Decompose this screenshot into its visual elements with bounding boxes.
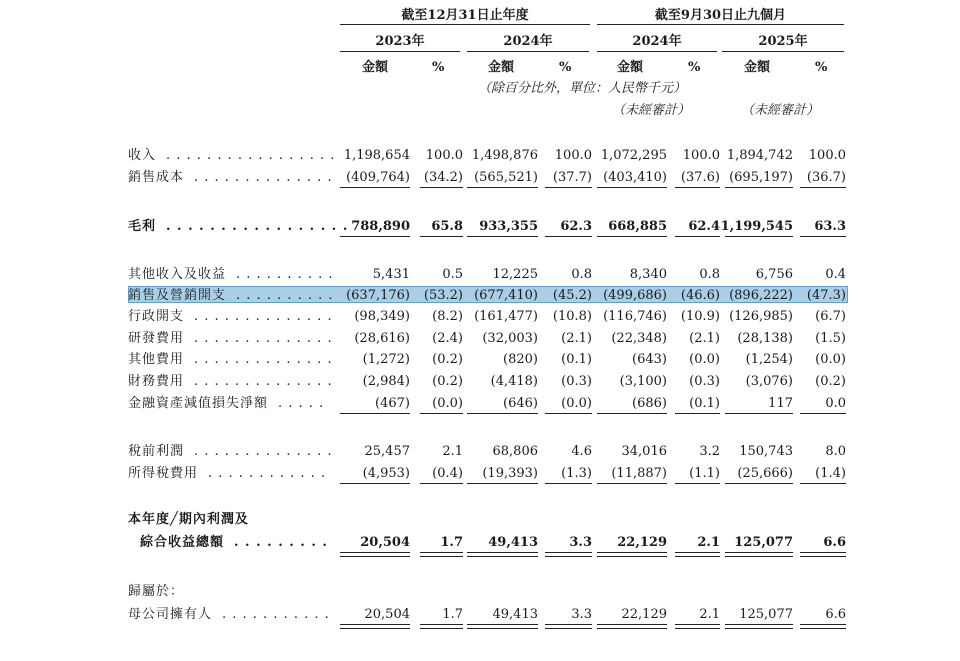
- percent-cell: (10.8): [552, 309, 592, 324]
- pct-header: %: [688, 60, 701, 75]
- percent-cell: (8.2): [432, 309, 463, 324]
- percent-cell: 3.3: [571, 607, 592, 622]
- subtotal-rule: [467, 413, 538, 414]
- leader-dots: . . . . . . . . . . . . . .: [194, 374, 333, 389]
- percent-cell: 6.6: [823, 535, 846, 550]
- row-label: 其他收入及收益: [128, 267, 227, 282]
- row-label: 綜合收益總額: [140, 535, 225, 550]
- amount-cell: (3,100): [619, 374, 667, 389]
- total-double-rule: [725, 552, 793, 557]
- percent-cell: (0.1): [561, 352, 592, 367]
- header-group-annual: 截至12月31日止年度: [401, 8, 529, 23]
- row-label: 銷售成本: [128, 170, 185, 185]
- amount-cell: 117: [768, 396, 793, 411]
- amount-cell: (565,521): [474, 170, 538, 185]
- amount-cell: 1,072,295: [600, 148, 667, 163]
- amount-cell: (98,349): [354, 309, 410, 324]
- percent-cell: (0.0): [561, 396, 592, 411]
- subtotal-rule: [420, 483, 463, 484]
- subtotal-rule: [467, 236, 538, 237]
- header-rule: [597, 24, 844, 25]
- amount-cell: 1,198,654: [343, 148, 410, 163]
- total-double-rule: [675, 624, 720, 629]
- amount-cell: (686): [632, 396, 667, 411]
- percent-cell: (1.3): [561, 466, 592, 481]
- amount-cell: (820): [503, 352, 538, 367]
- percent-cell: (0.2): [815, 374, 846, 389]
- percent-cell: 0.5: [442, 267, 463, 282]
- total-double-rule: [467, 552, 538, 557]
- amount-header: 金額: [617, 60, 644, 75]
- pct-header: %: [559, 60, 572, 75]
- amount-cell: 788,890: [351, 219, 410, 234]
- row-label: 所得稅費用: [128, 466, 199, 481]
- percent-cell: 62.3: [560, 219, 592, 234]
- subtotal-rule: [725, 236, 793, 237]
- subtotal-rule: [545, 187, 592, 188]
- percent-cell: (34.2): [423, 170, 463, 185]
- percent-cell: (1.4): [815, 466, 846, 481]
- total-double-rule: [800, 624, 846, 629]
- amount-cell: (28,138): [737, 331, 793, 346]
- amount-cell: (643): [632, 352, 667, 367]
- amount-cell: 68,806: [492, 444, 538, 459]
- leader-dots: . . . . . . . . . .: [236, 288, 334, 303]
- row-label: 母公司擁有人: [128, 607, 213, 622]
- amount-cell: (32,003): [482, 331, 538, 346]
- amount-cell: 8,340: [629, 267, 667, 282]
- subtotal-rule: [675, 236, 720, 237]
- row-label: 金融資產減值損失淨額: [128, 396, 269, 411]
- amount-header: 金額: [362, 60, 389, 75]
- row-label: 研發費用: [128, 331, 185, 346]
- percent-cell: (0.3): [689, 374, 720, 389]
- percent-cell: 100.0: [425, 148, 463, 163]
- percent-cell: (10.9): [680, 309, 720, 324]
- percent-cell: (36.7): [806, 170, 846, 185]
- total-double-rule: [597, 552, 667, 557]
- amount-cell: (126,985): [729, 309, 793, 324]
- percent-cell: 2.1: [442, 444, 463, 459]
- percent-cell: (0.2): [432, 374, 463, 389]
- year-header: 2025年: [758, 34, 808, 49]
- percent-cell: (46.6): [680, 288, 720, 303]
- amount-cell: (467): [375, 396, 410, 411]
- amount-cell: 668,885: [608, 219, 667, 234]
- net-profit-label-line1: 本年度╱期內利潤及: [128, 512, 249, 527]
- percent-cell: (53.2): [423, 288, 463, 303]
- percent-cell: 2.1: [697, 535, 720, 550]
- leader-dots: . . . . . . . . . . . . . . . . .: [166, 219, 349, 234]
- leader-dots: . . . . . . . . . . . . . .: [194, 352, 333, 367]
- year-rule: [722, 51, 844, 52]
- amount-cell: 34,016: [621, 444, 667, 459]
- percent-cell: (45.2): [552, 288, 592, 303]
- subtotal-rule: [467, 483, 538, 484]
- percent-cell: 0.4: [825, 267, 846, 282]
- leader-dots: . . . . . . . . . . . . . .: [194, 170, 333, 185]
- leader-dots: . . . . .: [278, 396, 325, 411]
- subtotal-rule: [675, 413, 720, 414]
- amount-cell: 25,457: [364, 444, 410, 459]
- amount-cell: (695,197): [729, 170, 793, 185]
- year-header: 2024年: [632, 34, 682, 49]
- percent-cell: 2.1: [699, 607, 720, 622]
- amount-cell: (409,764): [346, 170, 410, 185]
- total-double-rule: [420, 552, 463, 557]
- subtotal-rule: [675, 483, 720, 484]
- percent-cell: 100.0: [554, 148, 592, 163]
- subtotal-rule: [725, 483, 793, 484]
- amount-cell: 22,129: [621, 607, 667, 622]
- subtotal-rule: [467, 187, 538, 188]
- total-double-rule: [800, 552, 846, 557]
- amount-cell: (896,222): [729, 288, 793, 303]
- amount-cell: (116,746): [603, 309, 667, 324]
- row-label: 收入: [128, 148, 157, 163]
- row-label: 毛利: [128, 219, 157, 234]
- amount-cell: (1,254): [745, 352, 793, 367]
- amount-cell: (161,477): [474, 309, 538, 324]
- header-rule: [340, 24, 590, 25]
- percent-cell: (0.1): [689, 396, 720, 411]
- amount-cell: (4,418): [490, 374, 538, 389]
- total-double-rule: [725, 624, 793, 629]
- percent-cell: 0.8: [571, 267, 592, 282]
- subtotal-rule: [597, 236, 667, 237]
- amount-cell: (22,348): [611, 331, 667, 346]
- percent-cell: 65.8: [431, 219, 463, 234]
- subtotal-rule: [340, 187, 410, 188]
- percent-cell: 4.6: [571, 444, 592, 459]
- subtotal-rule: [597, 483, 667, 484]
- amount-cell: 20,504: [364, 607, 410, 622]
- subtotal-rule: [800, 413, 846, 414]
- subtotal-rule: [800, 483, 846, 484]
- subtotal-rule: [597, 187, 667, 188]
- percent-cell: 100.0: [682, 148, 720, 163]
- year-header: 2024年: [503, 34, 553, 49]
- percent-cell: (0.2): [432, 352, 463, 367]
- total-double-rule: [340, 624, 410, 629]
- amount-cell: (4,953): [362, 466, 410, 481]
- leader-dots: . . . . . . . . . . . .: [208, 466, 327, 481]
- subtotal-rule: [725, 187, 793, 188]
- amount-cell: 125,077: [734, 535, 793, 550]
- amount-cell: 125,077: [739, 607, 793, 622]
- subtotal-rule: [800, 187, 846, 188]
- amount-cell: (677,410): [474, 288, 538, 303]
- amount-cell: (2,984): [362, 374, 410, 389]
- pct-header: %: [815, 60, 828, 75]
- percent-cell: (2.4): [432, 331, 463, 346]
- subtotal-rule: [340, 413, 410, 414]
- amount-cell: 49,413: [492, 607, 538, 622]
- percent-cell: (0.4): [432, 466, 463, 481]
- year-header: 2023年: [375, 34, 425, 49]
- amount-cell: 933,355: [479, 219, 538, 234]
- total-double-rule: [545, 552, 592, 557]
- amount-cell: 1,894,742: [726, 148, 793, 163]
- amount-cell: (19,393): [482, 466, 538, 481]
- percent-cell: 8.0: [825, 444, 846, 459]
- unit-note: （除百分比外，單位：人民幣千元）: [478, 81, 687, 96]
- percent-cell: (47.3): [806, 288, 846, 303]
- amount-cell: (499,686): [603, 288, 667, 303]
- amount-cell: 1,498,876: [471, 148, 538, 163]
- leader-dots: . . . . . . . . . . .: [222, 607, 330, 622]
- amount-cell: (25,666): [737, 466, 793, 481]
- pct-header: %: [432, 60, 445, 75]
- leader-dots: . . . . . . . . . .: [236, 267, 334, 282]
- amount-cell: (1,272): [362, 352, 410, 367]
- subtotal-rule: [545, 413, 592, 414]
- leader-dots: . . . . . . . . . . . . . .: [194, 309, 333, 324]
- amount-cell: 5,431: [372, 267, 410, 282]
- total-double-rule: [467, 624, 538, 629]
- amount-cell: 22,129: [617, 535, 667, 550]
- percent-cell: (1.1): [689, 466, 720, 481]
- amount-header: 金額: [488, 60, 515, 75]
- percent-cell: 6.6: [825, 607, 846, 622]
- percent-cell: 1.7: [440, 535, 463, 550]
- leader-dots: . . . . . . . . . . . . . . . . .: [166, 148, 336, 163]
- leader-dots: . . . . . . . . . . . . . .: [194, 331, 333, 346]
- percent-cell: 62.4: [688, 219, 720, 234]
- percent-cell: 1.7: [442, 607, 463, 622]
- percent-cell: (1.5): [815, 331, 846, 346]
- leader-dots: . . . . . . . . .: [234, 535, 328, 550]
- total-double-rule: [420, 624, 463, 629]
- year-rule: [340, 51, 460, 52]
- percent-cell: (6.7): [815, 309, 846, 324]
- subtotal-rule: [340, 236, 410, 237]
- percent-cell: (37.7): [552, 170, 592, 185]
- percent-cell: (0.0): [815, 352, 846, 367]
- amount-cell: 12,225: [492, 267, 538, 282]
- total-double-rule: [597, 624, 667, 629]
- subtotal-rule: [420, 236, 463, 237]
- subtotal-rule: [545, 236, 592, 237]
- amount-cell: (637,176): [346, 288, 410, 303]
- subtotal-rule: [725, 413, 793, 414]
- amount-cell: 49,413: [488, 535, 538, 550]
- amount-cell: (646): [503, 396, 538, 411]
- percent-cell: (0.3): [561, 374, 592, 389]
- amount-cell: 6,756: [755, 267, 793, 282]
- unaudited-note: （未經審計）: [741, 103, 820, 118]
- percent-cell: (2.1): [689, 331, 720, 346]
- amount-cell: (28,616): [354, 331, 410, 346]
- attributable-label: 歸屬於：: [128, 584, 185, 599]
- subtotal-rule: [420, 413, 463, 414]
- amount-cell: 150,743: [739, 444, 793, 459]
- subtotal-rule: [340, 483, 410, 484]
- percent-cell: (37.6): [680, 170, 720, 185]
- row-label: 稅前利潤: [128, 444, 185, 459]
- subtotal-rule: [597, 413, 667, 414]
- percent-cell: 100.0: [808, 148, 846, 163]
- amount-cell: 20,504: [360, 535, 410, 550]
- percent-cell: 0.0: [825, 396, 846, 411]
- unaudited-note: （未經審計）: [612, 103, 691, 118]
- amount-cell: (3,076): [745, 374, 793, 389]
- percent-cell: 0.8: [699, 267, 720, 282]
- leader-dots: . . . . . . . . . . . . . .: [194, 444, 333, 459]
- subtotal-rule: [800, 236, 846, 237]
- percent-cell: (0.0): [432, 396, 463, 411]
- percent-cell: 63.3: [814, 219, 846, 234]
- amount-cell: (403,410): [603, 170, 667, 185]
- amount-cell: (11,887): [611, 466, 667, 481]
- percent-cell: 3.3: [569, 535, 592, 550]
- amount-header: 金額: [744, 60, 771, 75]
- row-label: 銷售及營銷開支: [128, 288, 227, 303]
- row-label: 其他費用: [128, 352, 185, 367]
- year-rule: [467, 51, 589, 52]
- subtotal-rule: [545, 483, 592, 484]
- year-rule: [597, 51, 717, 52]
- subtotal-rule: [420, 187, 463, 188]
- total-double-rule: [545, 624, 592, 629]
- percent-cell: 3.2: [699, 444, 720, 459]
- row-label: 財務費用: [128, 374, 185, 389]
- percent-cell: (2.1): [561, 331, 592, 346]
- total-double-rule: [675, 552, 720, 557]
- percent-cell: (0.0): [689, 352, 720, 367]
- amount-cell: 1,199,545: [720, 219, 793, 234]
- subtotal-rule: [675, 187, 720, 188]
- header-group-ninemonths: 截至9月30日止九個月: [654, 8, 787, 23]
- row-label: 行政開支: [128, 309, 185, 324]
- total-double-rule: [340, 552, 410, 557]
